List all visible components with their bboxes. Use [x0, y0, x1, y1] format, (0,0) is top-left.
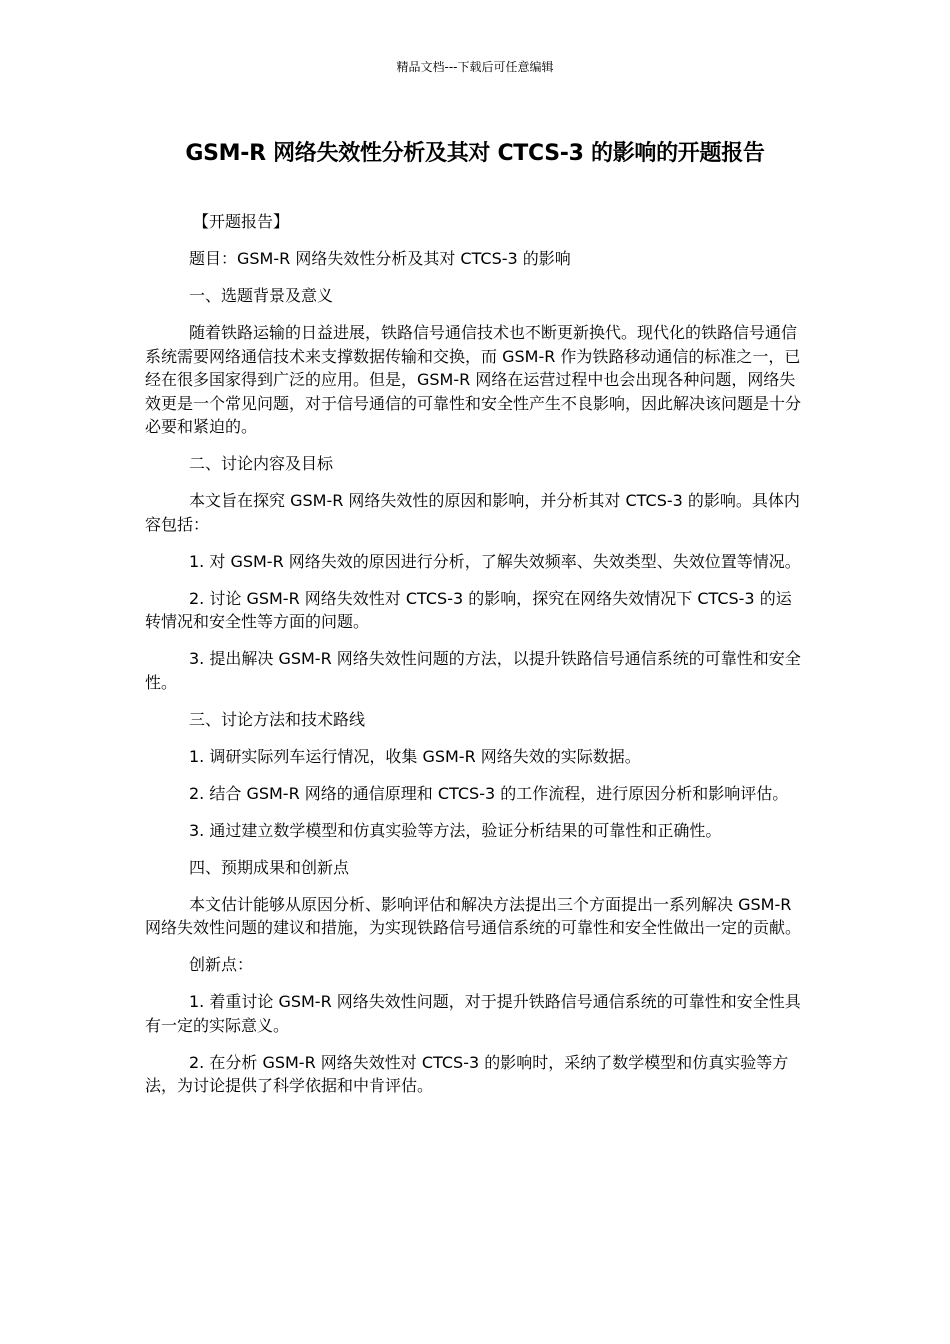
method-item-1: 1. 调研实际列车运行情况，收集 GSM-R 网络失效的实际数据。: [189, 746, 641, 766]
header-note: 精品文档---下载后可任意编辑: [396, 60, 554, 74]
innovation-item-1: 1. 着重讨论 GSM-R 网络失效性问题，对于提升铁路信号通信系统的可靠性和安全性具有一定的实际意义。: [145, 992, 801, 1035]
paragraph-outcomes: 本文估计能够从原因分析、影响评估和解决方法提出三个方面提出一系列解决 GSM-R 网络失效性问题的建议和措施，为实现铁路信号通信系统的可靠性和安全性做出一定的贡献。: [145, 894, 802, 937]
topic-line: 题目：GSM-R 网络失效性分析及其对 CTCS-3 的影响: [189, 249, 571, 268]
document-body: [145, 210, 807, 1111]
innovation-item-2: 2. 在分析 GSM-R 网络失效性对 CTCS-3 的影响时，采纳了数学模型和仿真实验等方法，为讨论提供了科学依据和中肯评估。: [145, 1052, 789, 1095]
section-heading-content: 二、讨论内容及目标: [189, 454, 334, 473]
content-item-2: 2. 讨论 GSM-R 网络失效性对 CTCS-3 的影响，探究在网络失效情况下 CTCS-3 的运转情况和安全性等方面的问题。: [145, 588, 792, 631]
paragraph-background: 随着铁路运输的日益进展，铁路信号通信技术也不断更新换代。现代化的铁路信号通信系统需要网络通信技术来支撑数据传输和交换，而 GSM-R 作为铁路移动通信的标准之一，已经在很多国家得到广泛的应用。但是，GSM-R 网络在运营过程中也会出现各种问题，网络失效更是一个常见问题，对于信号通信的可靠性和安全性产生不良影响，因此解决该问题是十分必要和紧迫的。: [145, 323, 802, 436]
innovation-heading: 创新点：: [189, 955, 254, 974]
method-item-3: 3. 通过建立数学模型和仿真实验等方法，验证分析结果的可靠性和正确性。: [189, 820, 722, 840]
section-heading-background: 一、选题背景及意义: [189, 286, 334, 305]
content-item-3: 3. 提出解决 GSM-R 网络失效性问题的方法，以提升铁路信号通信系统的可靠性和安全性。: [145, 649, 801, 692]
method-item-2: 2. 结合 GSM-R 网络的通信原理和 CTCS-3 的工作流程，进行原因分析和影响评估。: [189, 783, 789, 803]
section-heading-methods: 三、讨论方法和技术路线: [189, 709, 366, 729]
section-heading-outcomes: 四、预期成果和创新点: [189, 857, 350, 877]
paragraph-content-intro: 本文旨在探究 GSM-R 网络失效性的原因和影响，并分析其对 CTCS-3 的影响。具体内容包括：: [145, 491, 800, 534]
content-item-1: 1. 对 GSM-R 网络失效的原因进行分析，了解失效频率、失效类型、失效位置等情况。: [189, 551, 801, 571]
report-tag: 【开题报告】: [193, 212, 290, 231]
document-title: GSM-R 网络失效性分析及其对 CTCS-3 的影响的开题报告: [185, 141, 765, 166]
